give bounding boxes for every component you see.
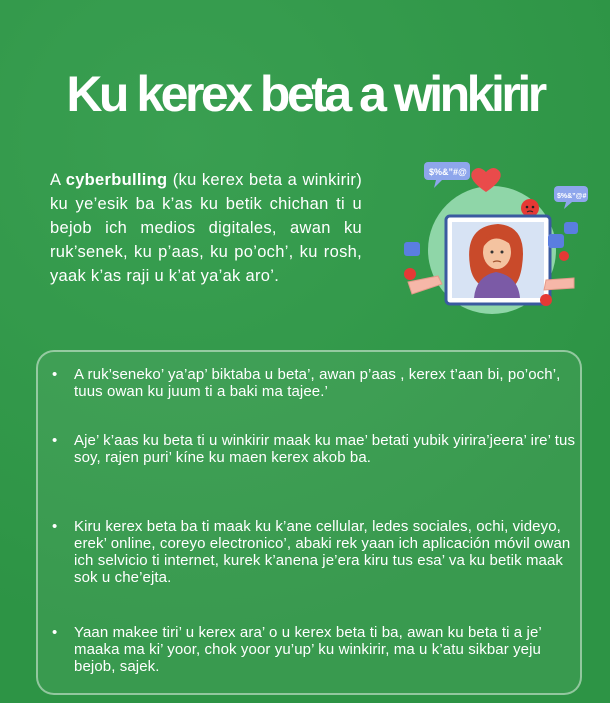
bullet-icon: •	[52, 518, 58, 535]
bullet-icon: •	[52, 624, 58, 641]
cyberbullying-illustration	[388, 158, 588, 318]
list-item-text: Yaan makee tiri’ u kerex ara’ o u kerex beta ti ba, awan ku beta ti a je’ maaka ma ki’ yoor, chok yoor yu’up’ ku winkirir, ma u k’atu sikbar yeju bejob, sajek.	[74, 624, 542, 675]
intro-bold-term: cyberbulling	[65, 171, 168, 189]
list-item	[52, 366, 580, 400]
angry-emoji-small-left	[404, 268, 416, 280]
angry-emoji-small-right	[540, 294, 552, 306]
insult-bubble-left-text: $%&”#@	[429, 167, 467, 177]
page-title: Ku kerex beta a winkirir	[66, 66, 544, 122]
list-item	[52, 518, 580, 586]
intro-paragraph	[50, 168, 362, 288]
list-item-text: A ruk’seneko’ ya’ap’ biktaba u beta’, awan p’aas , kerex t’aan bi, po’och’, tuus owan ku juum ti a baki ma tajee.’	[74, 366, 561, 400]
info-panel	[36, 350, 582, 695]
intro-before: A	[50, 171, 66, 189]
angry-emoji-small-top	[559, 251, 569, 261]
pointing-hand-right	[544, 278, 574, 290]
insult-bubble-right-text: $%&”@#	[557, 193, 587, 200]
angry-emoji-icon	[521, 199, 539, 217]
intro-after: (ku kerex beta a winkirir) ku ye’esik ba k’as ku betik chichan ti u bejob ich medios digitales, awan ku ruk’senek, ku p’aas, ku po’och’, ku rosh, yaak k’as raji u k’at ya’ak aro’.	[50, 171, 362, 285]
list-item	[52, 624, 580, 675]
bullet-icon: •	[52, 366, 58, 383]
dislike-bubble-icon-3	[564, 222, 578, 234]
list-item-text: Kiru kerex beta ba ti maak ku k’ane cellular, ledes sociales, ochi, videyo, erek’ online, coreyo electronico’, abaki rek yaan ich aplicación móvil owan ich selvicio ti internet, kurek k’anena je’era kiru tus esa’ va ku betik maak sok u che’ejta.	[74, 518, 571, 586]
dislike-bubble-icon	[404, 242, 420, 256]
bullet-icon: •	[52, 432, 58, 449]
list-item-text: Aje’ k’aas ku beta ti u winkirir maak ku mae’ betati yubik yirira’jeera’ ire’ tus soy, rajen puri’ kíne ku maen kerex akob ba.	[74, 432, 576, 466]
dislike-bubble-icon-2	[548, 234, 564, 248]
list-item	[52, 432, 580, 466]
